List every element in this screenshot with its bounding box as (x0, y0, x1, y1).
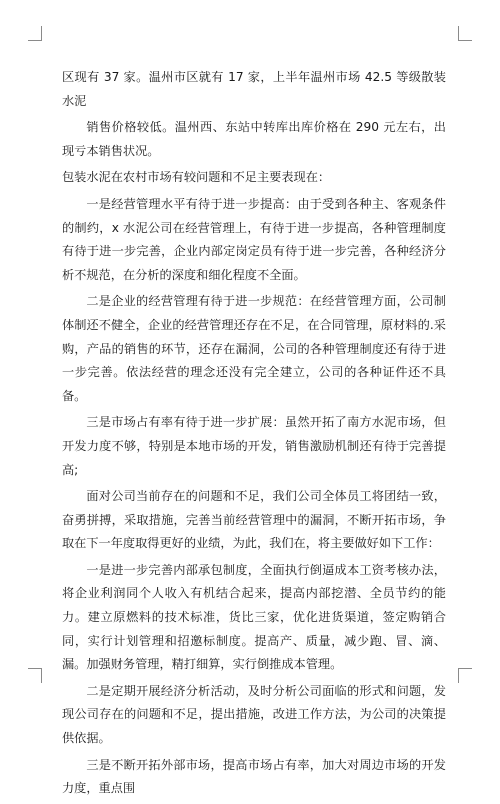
paragraph: 三是市场占有率有待于进一步扩展：虽然开拓了南方水泥市场，但开发力度不够，特别是本地市场的开发，销售激励机制还有待于完善提高; (62, 415, 446, 477)
paragraph: 区现有 37 家。温州市区就有 17 家，上半年温州市场 42.5 等级散装水泥 (62, 70, 446, 108)
paragraph: 三是不断开拓外部市场，提高市场占有率，加大对周边市场的开发力度，重点围 (62, 757, 446, 796)
crop-mark-bottom-left (41, 668, 42, 683)
paragraph: 一是进一步完善内部承包制度，全面执行倒逼成本工资考核办法，将企业利润同个人收入有机结合起来，提高内部挖潜、全员节约的能力。建立原燃料的技术标准，货比三家，优化进货渠道，签定购销合同，实行计划管理和招邀标制度。提高产、质量，减少跑、冒、滴、漏。加强财务管理，精打细算，实行倒推成本管理。 (62, 562, 446, 672)
paragraph: 二是定期开展经济分析活动，及时分析公司面临的形式和问题，发现公司存在的问题和不足，提出措施，改进工作方法，为公司的决策提供依据。 (62, 683, 446, 746)
crop-mark-bottom-right (458, 668, 459, 683)
paragraph: 一是经营管理水平有待于进一步提高：由于受到各种主、客观条件的制约，x 水泥公司在经营管理上，有待于进一步提高，各种管理制度有待于进一步完善，企业内部定岗定员有待于进一步完善，各种经济分析不规范，在分析的深度和细化程度不全面。 (62, 196, 446, 282)
crop-mark-top-right (458, 26, 459, 41)
crop-mark-top-left (28, 40, 42, 41)
crop-mark-top-left (41, 26, 42, 41)
document-body (62, 66, 446, 804)
paragraph: 面对公司当前存在的问题和不足，我们公司全体员工将团结一致，奋勇拼搏，采取措施，完善当前经营管理中的漏洞，不断开拓市场，争取在下一年度取得更好的业绩，为此，我们在，将主要做好如下工作： (62, 489, 446, 551)
crop-mark-top-right (458, 40, 472, 41)
paragraph: 包装水泥在农村市场有较问题和不足主要表现在： (62, 170, 331, 185)
paragraph: 二是企业的经营管理有待于进一步规范：在经营管理方面，公司制体制还不健全，企业的经营管理还存在不足，在合同管理，原材料的.采购，产品的销售的环节，还存在漏洞，公司的各种管理制度还有待于进一步完善。依法经营的理念还没有完全建立，公司的各种证件还不具备。 (62, 294, 446, 403)
crop-mark-bottom-right (458, 668, 472, 669)
paragraph: 销售价格较低。温州西、东站中转库出库价格在 290 元左右，出现亏本销售状况。 (62, 120, 446, 158)
crop-mark-bottom-left (28, 668, 42, 669)
